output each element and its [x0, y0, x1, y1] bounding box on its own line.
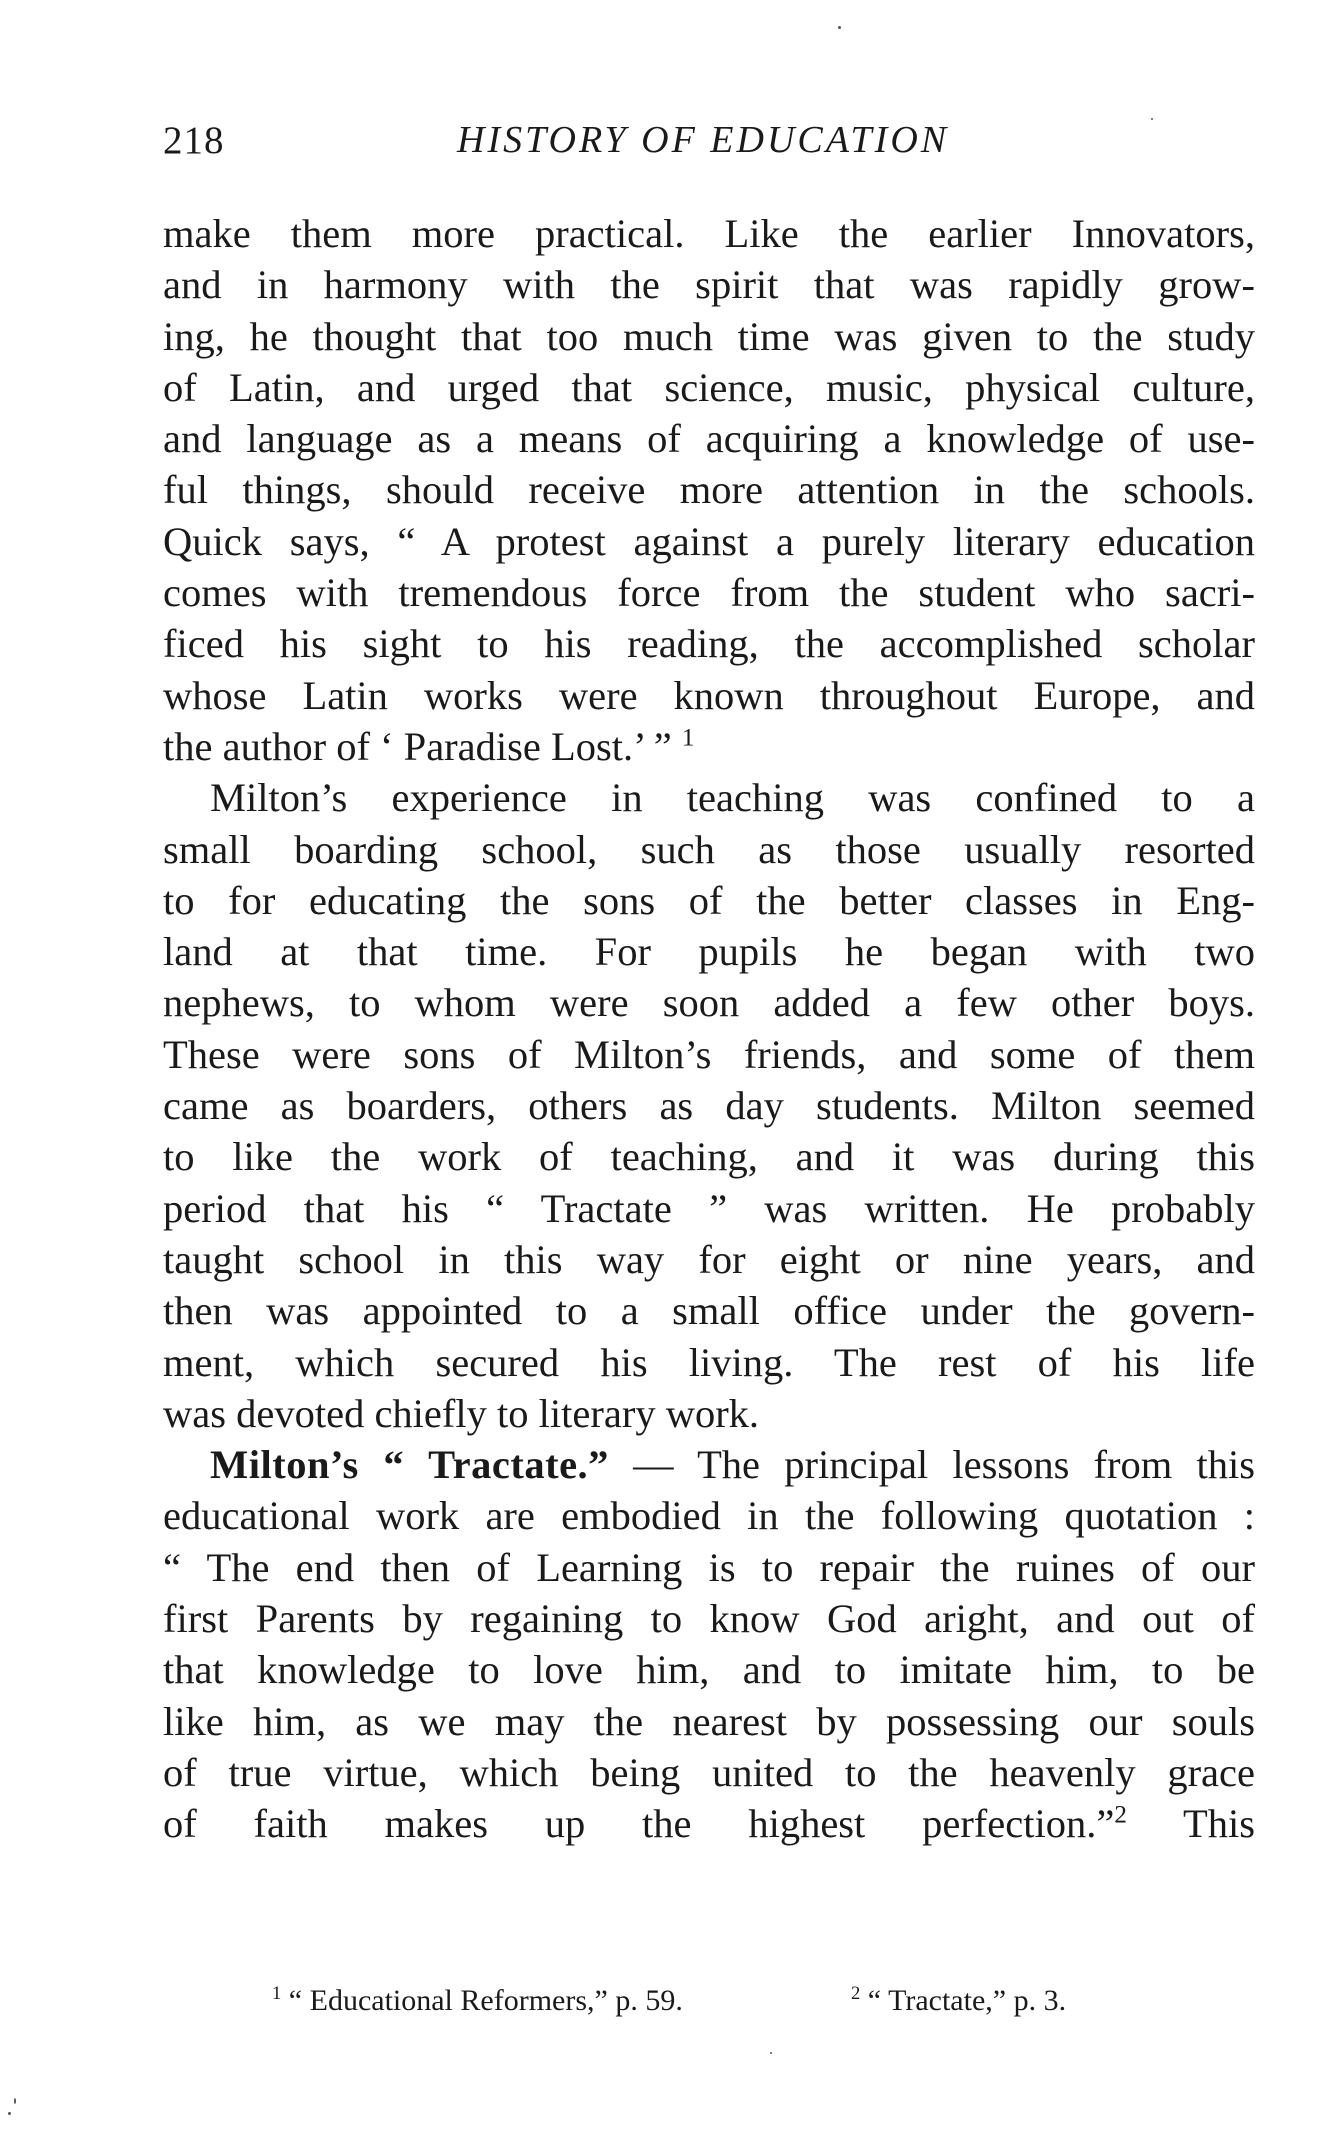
- body-text: [163, 208, 1255, 1850]
- text-line: Milton’s experience in teaching was confined to a: [210, 775, 1255, 821]
- text-line: came as boarders, others as day students. Milton seemed: [163, 1083, 1255, 1129]
- text-line: ment, which secured his living. The rest of his life: [163, 1339, 1255, 1385]
- footnote-ref-2: 2: [1114, 1801, 1127, 1829]
- page-header: [163, 118, 1263, 178]
- text-line: to like the work of teaching, and it was during this: [163, 1134, 1255, 1180]
- text-line: Quick says, “ A protest against a purely literary education: [163, 518, 1255, 564]
- text-line: period that his “ Tractate ” was written. He probably: [163, 1185, 1255, 1231]
- text-line: “ The end then of Learning is to repair the ruines of our: [163, 1544, 1255, 1590]
- text-line: ing, he thought that too much time was given to the study: [163, 313, 1255, 359]
- text-line: nephews, to whom were soon added a few other boys.: [163, 980, 1255, 1026]
- paper-speck: [838, 26, 841, 29]
- text-line: ficed his sight to his reading, the accomplished scholar: [163, 621, 1255, 667]
- running-title: HISTORY OF EDUCATION: [457, 119, 950, 161]
- text-line: like him, as we may the nearest by possessing our souls: [163, 1698, 1255, 1744]
- section-heading: Milton’s “ Tractate.”: [210, 1442, 609, 1488]
- footnotes: [0, 1984, 1342, 2024]
- footnote-text: “ Educational Reformers,” p. 59.: [288, 1984, 683, 2017]
- text-line: then was appointed to a small office under the govern-: [163, 1288, 1255, 1334]
- text-line: educational work are embodied in the following quotation :: [163, 1493, 1255, 1539]
- text-line: small boarding school, such as those usually resorted: [163, 826, 1255, 872]
- text-line: [163, 1798, 1255, 1849]
- footnote-2: [851, 1984, 1066, 2018]
- page-number: 218: [163, 119, 225, 162]
- text-line: whose Latin works were known throughout Europe, and: [163, 672, 1255, 718]
- text-line: that knowledge to love him, and to imitate him, to be: [163, 1647, 1255, 1693]
- text-line: [163, 1439, 1255, 1490]
- paper-speck: [14, 2098, 16, 2104]
- footnote-text: “ Tractate,” p. 3.: [867, 1984, 1067, 2017]
- text-line: [163, 721, 1255, 772]
- text-line: ful things, should receive more attention in the schools.: [163, 467, 1255, 513]
- text-line: land at that time. For pupils he began with two: [163, 929, 1255, 975]
- text-line: These were sons of Milton’s friends, and some of them: [163, 1031, 1255, 1077]
- text-line: to for educating the sons of the better classes in Eng-: [163, 877, 1255, 923]
- text-line-content: of faith makes up the highest perfection.”: [163, 1801, 1115, 1847]
- text-line-content: — The principal lessons from this: [608, 1442, 1255, 1488]
- text-line-tail: This: [1182, 1801, 1255, 1847]
- paper-speck: [1151, 118, 1153, 120]
- text-line: and language as a means of acquiring a knowledge of use-: [163, 416, 1255, 462]
- footnote-marker: 1: [272, 1983, 282, 2004]
- paper-speck: [770, 2052, 772, 2054]
- text-line-content: the author of ‘ Paradise Lost.’ ”: [163, 723, 672, 769]
- text-line: comes with tremendous force from the student who sacri-: [163, 570, 1255, 616]
- paper-speck: [8, 2112, 11, 2115]
- footnote-ref-1: 1: [681, 724, 695, 752]
- text-line: first Parents by regaining to know God aright, and out of: [163, 1596, 1255, 1642]
- text-line: make them more practical. Like the earlier Innovators,: [163, 211, 1255, 256]
- text-line: and in harmony with the spirit that was rapidly grow-: [163, 262, 1255, 308]
- footnote-1: [272, 1984, 683, 2018]
- text-line: of Latin, and urged that science, music, physical culture,: [163, 364, 1255, 410]
- footnote-marker: 2: [851, 1983, 861, 2004]
- text-line: taught school in this way for eight or nine years, and: [163, 1236, 1255, 1282]
- text-line: of true virtue, which being united to the heavenly grace: [163, 1749, 1255, 1795]
- text-line: was devoted chiefly to literary work.: [163, 1390, 760, 1436]
